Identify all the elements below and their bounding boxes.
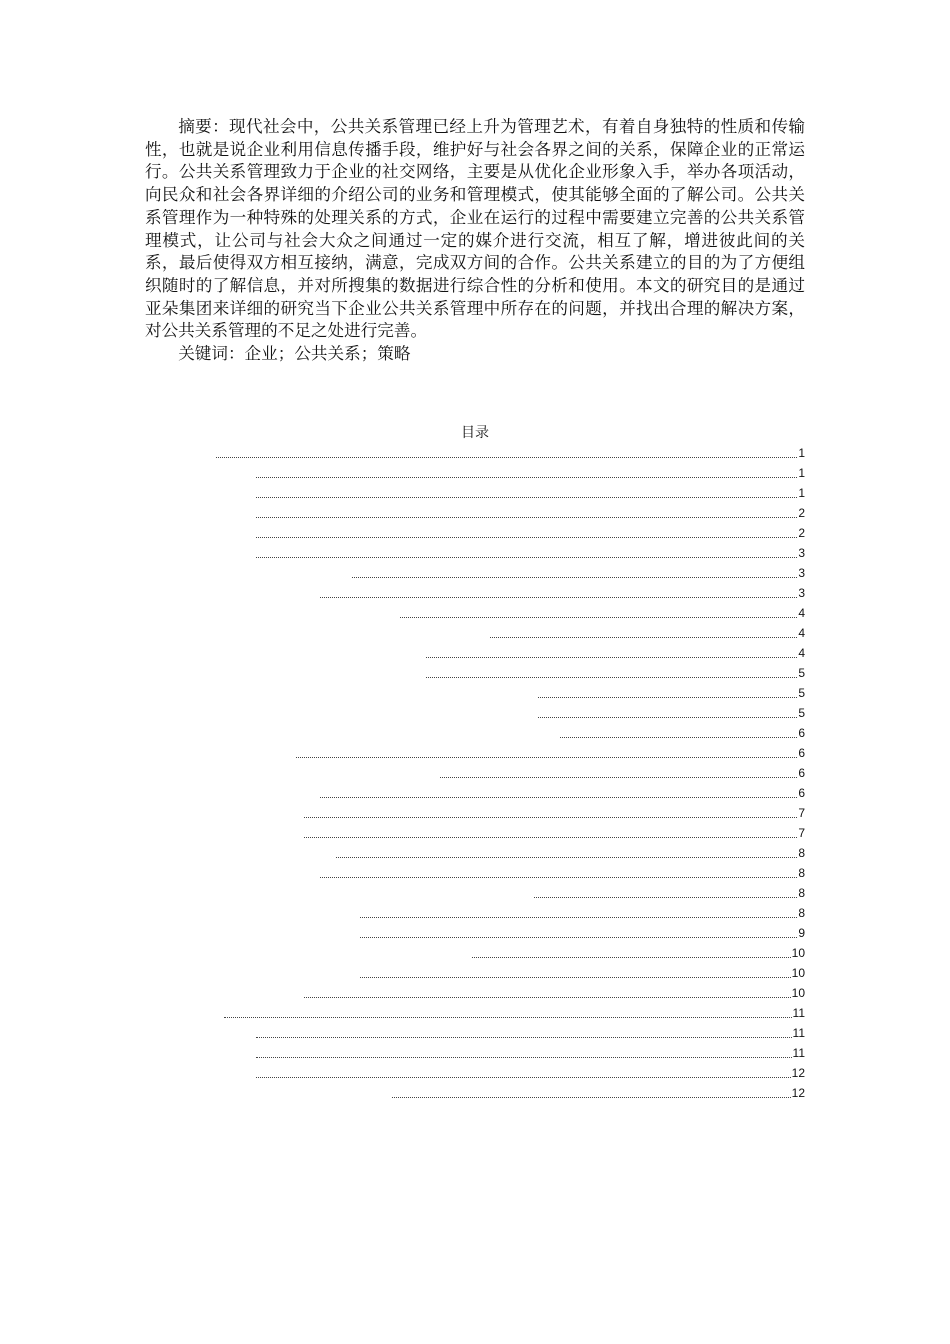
toc-entry[interactable] bbox=[256, 526, 805, 540]
toc-entry[interactable] bbox=[560, 726, 805, 740]
toc-entry[interactable] bbox=[256, 1046, 805, 1060]
toc-entry[interactable] bbox=[320, 786, 805, 800]
toc-leader-dots bbox=[296, 747, 797, 758]
keywords: 关键词：企业；公共关系；策略 bbox=[178, 344, 411, 364]
toc-page-number: 8 bbox=[798, 886, 805, 900]
toc-leader-dots bbox=[320, 867, 797, 878]
toc-entry[interactable] bbox=[490, 626, 805, 640]
toc-entry[interactable] bbox=[256, 506, 805, 520]
toc-entry[interactable] bbox=[304, 806, 805, 820]
toc-page-number: 9 bbox=[798, 926, 805, 940]
toc-leader-dots bbox=[360, 967, 791, 978]
abstract-section bbox=[145, 116, 805, 366]
toc-page-number: 8 bbox=[798, 846, 805, 860]
toc-leader-dots bbox=[440, 767, 797, 778]
toc-entry[interactable] bbox=[400, 606, 805, 620]
toc-entry[interactable] bbox=[360, 966, 805, 980]
toc-page-number: 10 bbox=[791, 986, 805, 1000]
toc-leader-dots bbox=[304, 807, 797, 818]
toc-entry[interactable] bbox=[304, 986, 805, 1000]
toc-page-number: 1 bbox=[798, 486, 805, 500]
toc-entry[interactable] bbox=[392, 1086, 805, 1100]
toc-leader-dots bbox=[538, 687, 797, 698]
toc-leader-dots bbox=[224, 1007, 792, 1018]
toc-entry[interactable] bbox=[360, 926, 805, 940]
toc-leader-dots bbox=[336, 847, 797, 858]
toc-page-number: 12 bbox=[791, 1066, 805, 1080]
toc-title: 目录 bbox=[461, 425, 489, 441]
toc-leader-dots bbox=[560, 727, 797, 738]
toc-leader-dots bbox=[320, 787, 797, 798]
toc-page-number: 6 bbox=[798, 766, 805, 780]
toc-leader-dots bbox=[426, 667, 797, 678]
toc-entry[interactable] bbox=[426, 666, 805, 680]
toc-page-number: 11 bbox=[792, 1006, 805, 1020]
toc-entry[interactable] bbox=[538, 706, 805, 720]
toc-leader-dots bbox=[256, 467, 797, 478]
toc-leader-dots bbox=[360, 927, 797, 938]
toc-entry[interactable] bbox=[256, 1026, 805, 1040]
toc-leader-dots bbox=[320, 587, 797, 598]
toc-page-number: 1 bbox=[798, 466, 805, 480]
toc-page-number: 2 bbox=[798, 506, 805, 520]
toc-entry[interactable] bbox=[538, 686, 805, 700]
toc-page-number: 12 bbox=[791, 1086, 805, 1100]
toc-leader-dots bbox=[256, 527, 797, 538]
toc-entry[interactable] bbox=[256, 546, 805, 560]
toc-page-number: 5 bbox=[798, 666, 805, 680]
toc-entry[interactable] bbox=[256, 486, 805, 500]
toc-entry[interactable] bbox=[352, 566, 805, 580]
toc-page-number: 10 bbox=[791, 966, 805, 980]
toc-entry[interactable] bbox=[426, 646, 805, 660]
toc-page-number: 6 bbox=[798, 746, 805, 760]
toc-entry[interactable] bbox=[534, 886, 805, 900]
toc-entry[interactable] bbox=[224, 1006, 805, 1020]
toc-page-number: 11 bbox=[792, 1046, 805, 1060]
toc-page-number: 11 bbox=[792, 1026, 805, 1040]
toc-leader-dots bbox=[534, 887, 797, 898]
toc-page-number: 4 bbox=[798, 626, 805, 640]
toc-leader-dots bbox=[360, 907, 797, 918]
toc-entry[interactable] bbox=[336, 846, 805, 860]
toc-leader-dots bbox=[256, 1027, 792, 1038]
toc-page-number: 8 bbox=[798, 866, 805, 880]
toc-entry[interactable] bbox=[216, 446, 805, 460]
toc-page-number: 6 bbox=[798, 786, 805, 800]
toc-entry[interactable] bbox=[360, 906, 805, 920]
toc-leader-dots bbox=[400, 607, 797, 618]
toc-leader-dots bbox=[256, 507, 797, 518]
toc-leader-dots bbox=[256, 1047, 792, 1058]
toc-page-number: 5 bbox=[798, 706, 805, 720]
toc-page-number: 1 bbox=[798, 446, 805, 460]
toc-leader-dots bbox=[472, 947, 791, 958]
toc-page-number: 3 bbox=[798, 546, 805, 560]
toc-page-number: 2 bbox=[798, 526, 805, 540]
toc-entry[interactable] bbox=[256, 1066, 805, 1080]
toc-leader-dots bbox=[256, 547, 797, 558]
toc-leader-dots bbox=[304, 987, 791, 998]
toc-page-number: 4 bbox=[798, 606, 805, 620]
toc-leader-dots bbox=[490, 627, 797, 638]
toc-entry[interactable] bbox=[472, 946, 805, 960]
toc-leader-dots bbox=[304, 827, 797, 838]
toc-leader-dots bbox=[352, 567, 797, 578]
toc-entry[interactable] bbox=[320, 866, 805, 880]
toc-entry[interactable] bbox=[296, 746, 805, 760]
toc-leader-dots bbox=[426, 647, 797, 658]
toc-page-number: 7 bbox=[798, 806, 805, 820]
toc-leader-dots bbox=[256, 487, 797, 498]
toc-entry[interactable] bbox=[320, 586, 805, 600]
toc-page-number: 3 bbox=[798, 566, 805, 580]
toc-entry[interactable] bbox=[440, 766, 805, 780]
toc-page-number: 3 bbox=[798, 586, 805, 600]
abstract-body: 摘要：现代社会中，公共关系管理已经上升为管理艺术，有着自身独特的性质和传输性，也就是说企业利用信息传播手段，维护好与社会各界之间的关系，保障企业的正常运行。公共关系管理致力于企业的社交网络，主要是从优化企业形象入手，举办各项活动，向民众和社会各界详细的介绍公司的业务和管理模式，使其能够全面的了解公司。公共关系管理作为一种特殊的处理关系的方式，企业在运行的过程中需要建立完善的公共关系管理模式，让公司与社会大众之间通过一定的媒介进行交流，相互了解，增进彼此间的关系，最后使得双方相互接纳，满意，完成双方间的合作。公共关系建立的目的为了方便组织随时的了解信息，并对所搜集的数据进行综合性的分析和使用。本文的研究目的是通过亚朵集团来详细的研究当下企业公共关系管理中所存在的问题，并找出合理的解决方案，对公共关系管理的不足之处进行完善。 bbox=[145, 117, 805, 341]
toc-entry[interactable] bbox=[256, 466, 805, 480]
toc-leader-dots bbox=[392, 1087, 791, 1098]
toc-page-number: 6 bbox=[798, 726, 805, 740]
toc-entry[interactable] bbox=[304, 826, 805, 840]
toc-leader-dots bbox=[256, 1067, 791, 1078]
toc-leader-dots bbox=[538, 707, 797, 718]
toc-leader-dots bbox=[216, 447, 797, 458]
toc-page-number: 5 bbox=[798, 686, 805, 700]
toc-page-number: 8 bbox=[798, 906, 805, 920]
toc-page-number: 4 bbox=[798, 646, 805, 660]
toc-page-number: 10 bbox=[791, 946, 805, 960]
toc-page-number: 7 bbox=[798, 826, 805, 840]
